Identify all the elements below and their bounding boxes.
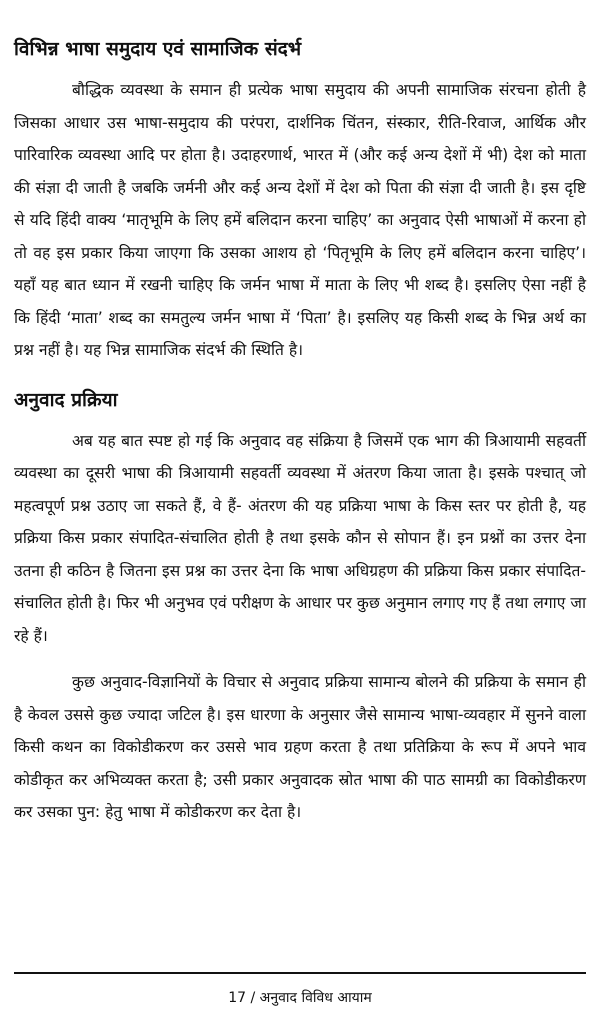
footer-divider (14, 972, 586, 974)
section-heading-translation-process: अनुवाद प्रक्रिया (14, 388, 118, 411)
paragraph-translation-process-2: कुछ अनुवाद-विज्ञानियों के विचार से अनुवाद प्रक्रिया सामान्य बोलने की प्रक्रिया के समान ही है केवल उससे कुछ ज्यादा जटिल है। इस धारणा के अनुसार जैसे सामान्य भाषा-व्यवहार में सुनने वाला किसी कथन का विकोडीकरण कर उससे भाव ग्रहण करता है तथा प्रतिक्रिया के रूप में अपने भाव कोडीकृत कर अभिव्यक्त करता है; उसी प्रकार अनुवादक स्रोत भाषा की पाठ सामग्री का विकोडीकरण कर उसका पुन: हेतु भाषा में कोडीकरण कर देता है। (14, 673, 586, 821)
paragraph-social-context: बौद्धिक व्यवस्था के समान ही प्रत्येक भाषा समुदाय की अपनी सामाजिक संरचना होती है जिसका आधार उस भाषा-समुदाय की परंपरा, दार्शनिक चिंतन, संस्कार, रीति-रिवाज, आर्थिक और पारिवारिक व्यवस्था आदि पर होता है। उदाहरणार्थ, भारत में (और कई अन्य देशों में भी) देश को माता की संज्ञा दी जाती है जबकि जर्मनी और कई अन्य देशों में देश को पिता की संज्ञा दी जाती है। इस दृष्टि से यदि हिंदी वाक्य ‘मातृभूमि के लिए हमें बलिदान करना चाहिए’ का अनुवाद ऐसी भाषाओं में करना हो तो वह इस प्रकार किया जाएगा कि उसका आशय हो ‘पितृभूमि के लिए हमें बलिदान करना चाहिए’। यहाँ यह बात ध्यान में रखनी चाहिए कि जर्मन भाषा में माता के लिए भी शब्द है। इसलिए ऐसा नहीं है कि हिंदी ‘माता’ शब्द का समतुल्य जर्मन भाषा में ‘पिता’ है। इसलिए यह किसी शब्द के भिन्न अर्थ का प्रश्न नहीं है। यह भिन्न सामाजिक संदर्भ की स्थिति है। (14, 81, 586, 359)
section-heading-social-context: विभिन्न भाषा समुदाय एवं सामाजिक संदर्भ (14, 38, 302, 60)
paragraph-translation-process-1: अब यह बात स्पष्ट हो गई कि अनुवाद वह संक्रिया है जिसमें एक भाग की त्रिआयामी सहवर्ती व्यवस्था का दूसरी भाषा की त्रिआयामी सहवर्ती व्यवस्था में अंतरण किया जाता है। इसके पश्चात् जो महत्वपूर्ण प्रश्न उठाए जा सकते हैं, वे हैं- अंतरण की यह प्रक्रिया भाषा के किस स्तर पर होती है, यह प्रक्रिया किस प्रकार संपादित-संचालित होती है तथा इसके कौन से सोपान हैं। इन प्रश्नों का उत्तर देना उतना ही कठिन है जितना इस प्रश्न का उत्तर देना कि भाषा अधिग्रहण की प्रक्रिया किस प्रकार संपादित-संचालित होती है। फिर भी अनुभव एवं परीक्षण के आधार पर कुछ अनुमान लगाए गए हैं तथा लगाए जा रहे हैं। (14, 431, 586, 645)
page-footer: 17 / अनुवाद विविध आयाम (228, 990, 372, 1006)
